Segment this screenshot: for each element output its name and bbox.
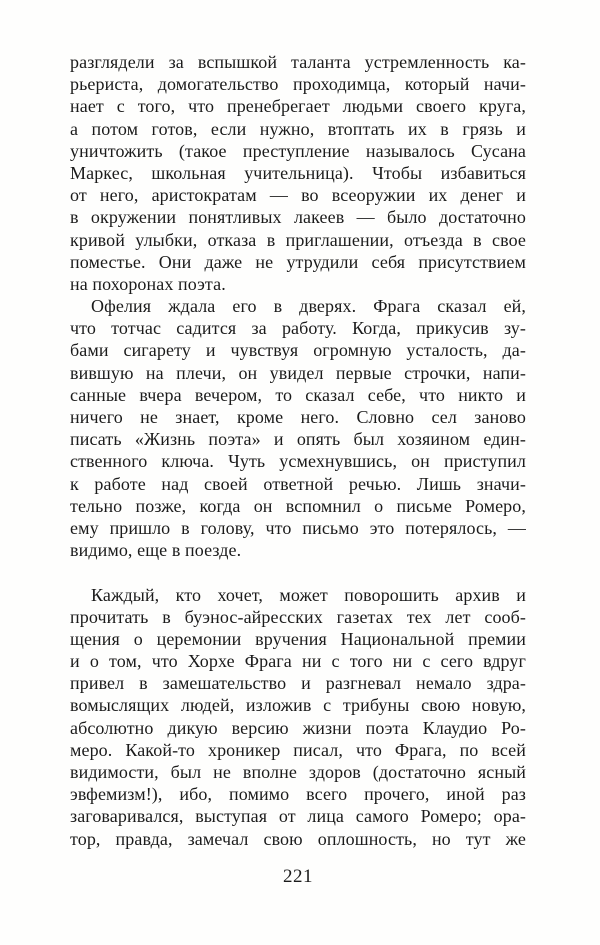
text-line: ему пришло в голову, что письмо это потерялось, — [70, 517, 526, 538]
text-line: заговаривался, выступая от лица самого Ромеро; ора- [70, 806, 526, 827]
text-line: и о том, что Хорхе Фрага ни с того ни с сего вдруг [70, 651, 526, 672]
page-text [70, 51, 526, 850]
text-line: что тотчас садится за работу. Когда, прикусив зу- [70, 318, 526, 339]
text-line: на похоронах поэта. [70, 273, 226, 294]
paragraph [70, 295, 526, 561]
text-line: прочитать в буэнос-айресских газетах тех лет сооб- [70, 606, 526, 627]
text-line: вившую на плечи, он увидел первые строчки, напи- [70, 362, 526, 383]
text-line: видимости, был не вполне здоров (достаточно ясный [70, 762, 526, 782]
text-line: к работе над своей ответной речью. Лишь значи- [70, 473, 526, 494]
text-line: писать «Жизнь поэта» и опять был хозяином един- [70, 429, 526, 450]
text-line: Каждый, кто хочет, может поворошить архив и [91, 584, 526, 605]
text-line: тельно позже, когда он вспомнил о письме Ромеро, [70, 495, 526, 516]
text-line: уничтожить (такое преступление называлось Сусана [70, 140, 526, 161]
text-line: Маркес, школьная учительница). Чтобы избавиться [70, 162, 526, 183]
text-line: бами сигарету и чувствуя огромную усталость, да- [70, 340, 526, 361]
paragraph [70, 584, 526, 850]
text-line: ственного ключа. Чуть усмехнувшись, он приступил [70, 451, 526, 472]
text-line: привел в замешательство и разгневал немало здра- [70, 673, 526, 694]
text-line: вомыслящих людей, изложив с трибуны свою новую, [70, 695, 526, 716]
page-number: 221 [283, 866, 313, 887]
text-line: поместье. Они даже не утрудили себя присутствием [70, 251, 526, 272]
text-line: щения о церемонии вручения Национальной премии [70, 628, 526, 649]
text-line: нает с того, что пренебрегает людьми своего круга, [70, 96, 526, 117]
text-line: эвфемизм!), ибо, помимо всего прочего, иной раз [70, 784, 526, 805]
text-line: Офелия ждала его в дверях. Фрага сказал ей, [91, 296, 526, 317]
text-line: видимо, еще в поезде. [70, 540, 242, 561]
text-line: ничего не знает, кроме него. Словно сел заново [70, 407, 526, 427]
text-line: тор, правда, замечал свою оплошность, но тут же [70, 828, 526, 849]
text-line: санные вчера вечером, то сказал себе, что никто и [70, 384, 526, 405]
text-line: а потом готов, если нужно, втоптать их в грязь и [70, 118, 526, 139]
text-line: кривой улыбки, отказа в приглашении, отъезда в свое [70, 229, 526, 250]
text-line: меро. Какой-то хроникер писал, что Фрага, по всей [70, 739, 526, 760]
text-line: от него, аристократам — во всеоружии их денег и [70, 185, 526, 206]
text-line: в окружении понятливых лакеев — было достаточно [70, 207, 526, 228]
text-line: разглядели за вспышкой таланта устремленность ка- [70, 52, 526, 72]
text-line: абсолютно дикую версию жизни поэта Клаудио Ро- [70, 717, 526, 738]
paragraph [70, 51, 526, 295]
text-line: рьериста, домогательство проходимца, который начи- [70, 74, 526, 95]
